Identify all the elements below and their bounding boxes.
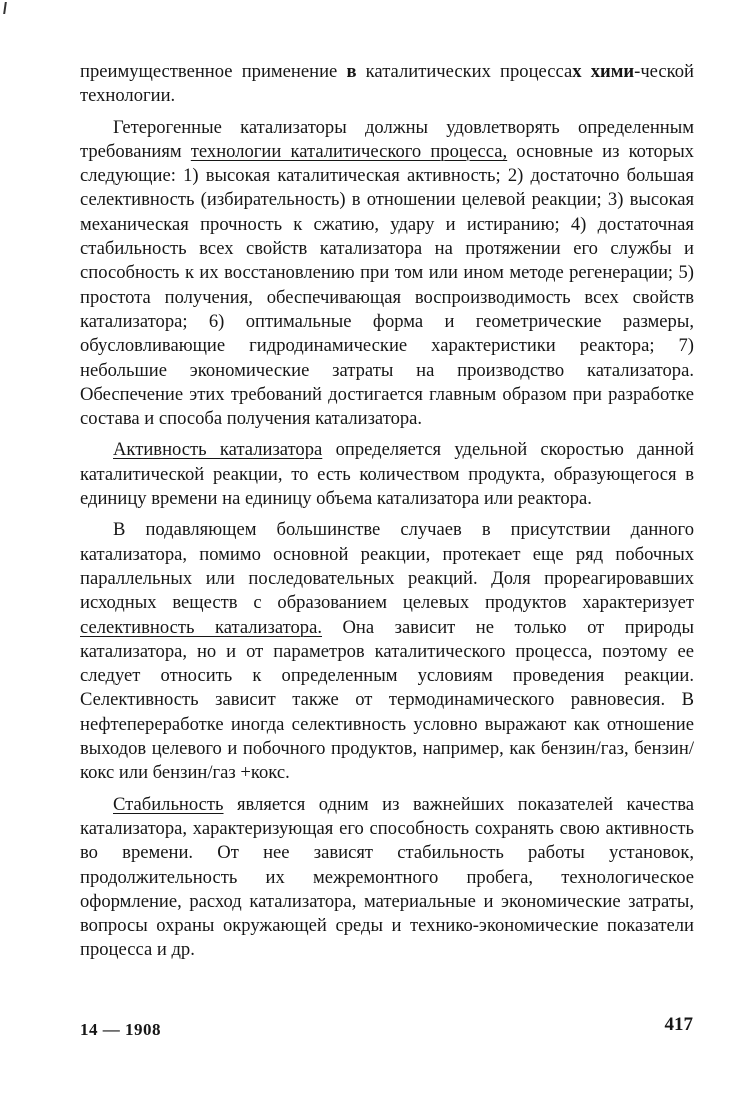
- text-run: ческой технологии.: [80, 61, 694, 107]
- paragraph-requirements: [80, 116, 694, 432]
- underlined-term: технологии каталитического процесса,: [190, 140, 508, 162]
- paragraph-selectivity: [80, 518, 694, 785]
- paragraph-stability: [80, 793, 694, 963]
- text-run: определяется удельной скоростью данной каталитической реакции, то есть количеством продукта, образующегося в единицу времени на единицу объема катализатора или реактора.: [80, 439, 695, 510]
- text-run: является одним из важнейших показателей качества катализатора, характеризующая его способность сохранять свою активность во времени. От нее зависят стабильность работы установок, продолжительность их межремонтного пробега, технологическое оформление, расход катализатора, материальные и экономические затраты, вопросы охраны окружающей среды и технико-экономические показатели процесса и др.: [80, 793, 694, 961]
- paragraph-activity: [80, 438, 694, 511]
- printer-signature: 14 — 1908: [80, 1020, 161, 1039]
- bold-text-run: в: [346, 61, 357, 82]
- underlined-term: Активность катализатора: [113, 439, 323, 461]
- body-text: [80, 60, 694, 963]
- text-run: каталитических процесса: [356, 61, 573, 82]
- text-run: преимущественное применение: [80, 61, 347, 82]
- text-run: В подавляющем большинстве случаев в присутствии данного катализатора, помимо основной реакции, протекает еще ряд побочных параллельных или последовательных реакций. Доля прореагировавших исходных веществ с образованием целевых продуктов характеризует: [80, 519, 694, 614]
- bold-text-run: х хими: [572, 61, 635, 82]
- page-number: 417: [664, 1014, 693, 1035]
- text-run: Она зависит не только от природы катализатора, но и от параметров каталитического процесса, поэтому ее следует относить к определенным условиям проведения реакции. Селективность зависит также от термодинамического равновесия. В нефтепереработке иногда селективность условно выражают как отношение выходов целевого и побочного продуктов, например, как бензин/газ, бензин/кокс или бензин/газ +кокс.: [80, 616, 694, 784]
- text-run: основные из которых следующие: 1) высокая каталитическая активность; 2) достаточно большая селективность (избирательность) в отношении целевой реакции; 3) высокая механическая прочность к сжатию, удару и истиранию; 4) достаточная стабильность всех свойств катализатора на протяжении его службы и способность к их восстановлению при том или ином методе регенерации; 5) простота получения, обеспечивающая воспроизводимость всех свойств катализатора; 6) оптимальные форма и геометрические размеры, обусловливающие гидродинамические характеристики реактора; 7) небольшие экономические затраты на производство катализатора. Обеспечение этих требований достигается главным образом при разработке состава и способа получения катализатора.: [80, 140, 694, 430]
- text-run: Гетерогенные катализаторы должны удовлетворять определенным требованиям: [80, 116, 694, 162]
- underlined-term: Стабильность: [113, 793, 224, 815]
- corner-scan-mark: [3, 2, 7, 14]
- underlined-term: селективность катализатора.: [80, 616, 322, 638]
- paragraph-continuation: преимущественное применение в каталитических процессах хими-ческой технологии.: [80, 61, 694, 107]
